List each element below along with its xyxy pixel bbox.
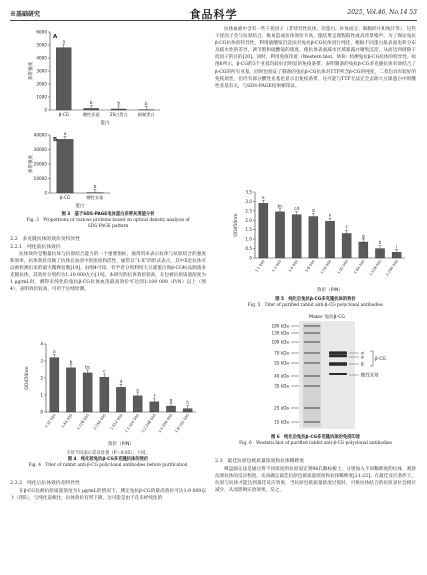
x-tick-label: 1:128 000 [76,413,90,431]
panel-label: A [53,34,58,40]
bar [66,368,75,412]
marker-band [304,325,320,327]
fig4-caption-cn: 图 4 纯化前兔抗β-CG多克隆抗体的效价 [67,457,149,463]
y-tick-label: 2.5 [245,208,252,214]
band-label: α′ [361,351,365,357]
fig4-caption-en: Fig. 4 Titer of rabbit anti-β-CG polyclonal antibodies before purification [28,463,188,469]
x-tick-label: 1:4 000 [287,259,299,273]
marker-band [304,407,320,409]
bracket [370,351,373,366]
y-tick-label: 0 [249,255,252,261]
x-axis-label: 蛋白 [75,204,85,210]
figure-4 [10,338,206,469]
paragraph-checkerboard: 棋盘滴定法是通过将不同浓度的抗原固定到96孔酶标板上，分别加入不同稀释度的抗体，观察抗原抗体的反应程度，从而确定最佳抗原包被质量浓度和抗体稀释度[21-22]。在最佳反应条件下，抗原与抗体才能达到最佳反应效果，当抗原包被质量浓度过低时，可供抗体结合的抗原表位会相应减少，从而影响实验效果，反之， [215,466,416,493]
x-axis-label: 效价（P/N） [107,442,135,447]
marker-label: 180 kDa [271,323,289,329]
value-label: f [153,393,156,399]
x-tick-label: 1:64 000 [60,413,74,429]
value-label: c [103,368,106,374]
x-tick-label: 1:16 000 [319,259,333,275]
section-2-2 [10,236,206,294]
y-tick-label: 4000 [36,55,47,61]
value-label: b [93,184,97,190]
value-label: e [328,212,332,218]
fig4-note: 字母不同表示差异显著（P＜0.05），下同。 [66,451,150,457]
y-tick-label: 30000 [33,147,47,153]
sample-band [329,373,347,375]
value-label: b [69,359,73,365]
value-label: e [136,387,139,393]
value-label: b [89,99,93,105]
y-tick-label: 1.5 [245,227,252,233]
marker-band [304,341,320,343]
y-tick-label: 4 [40,341,43,347]
header-rule [10,20,417,21]
marker-label: 55 kDa [274,360,289,366]
fig6-western-blot [215,312,416,432]
y-tick-label: 2.0 [245,217,252,223]
y-tick-label: 40000 [33,132,47,138]
fig3-caption-en-1: Fig. 3 Proportions of various proteins based on optical density analysis of [26,218,190,224]
page-header [10,6,417,20]
x-tick-label: 1:1 024 000 [124,413,140,434]
value-label: bc [277,203,283,209]
x-tick-label: 1:1 000 [254,259,266,273]
y-tick-label: 0 [40,409,43,415]
figure-6 [215,312,416,447]
y-tick-label: 2000 [36,81,47,87]
y-tick-label: 6000 [36,29,47,35]
section-tag: ※基础研究 [10,11,41,18]
x-tick-label: 1:512 000 [109,413,124,431]
x-tick-label: β-CG [58,112,69,117]
value-label: a [62,39,66,45]
x-tick-label: 1:64 000 [353,259,366,275]
fig5-caption-cn: 图 5 纯化后兔抗β-CG多克隆抗体的效价 [275,297,356,303]
value-label: g [361,233,365,239]
value-label: b [117,100,121,106]
x-tick-label: 酸性亚基 [82,112,100,117]
marker-label: 100 kDa [271,339,289,345]
value-label: h [378,240,382,246]
fig5-caption-en: Fig. 5 Titer of purified rabbit anti-β-CG polyclonal antibodies [247,303,384,309]
journal-title: 食品科学 [189,8,238,21]
value-label: d [311,208,315,214]
fig5-chart [215,186,416,294]
bar [133,396,142,412]
value-label: h [186,400,189,406]
bar [392,252,401,258]
y-tick-label: 3.5 [245,189,252,195]
y-tick-label: 3.0 [245,198,252,204]
value-label: g [169,397,173,403]
figure-3 [10,26,206,230]
marker-lane [303,323,321,427]
band-label: 酸性亚基 [361,373,379,379]
y-tick-label: 2 [40,375,43,381]
bar [183,409,192,412]
x-tick-label: 2S白蛋白 [109,112,128,117]
x-tick-label: β-CG [59,195,71,201]
x-tick-label: 1:2 048 000 [140,413,157,434]
panel-label: B [53,137,58,144]
right-paragraph-1 [215,26,416,90]
heading-2-3: 2.3 最佳抗原包被质量浓度和抗体稀释度 [215,459,305,464]
y-axis-label: 条带强度 [29,154,34,174]
value-label: bc [85,364,91,370]
bar [83,373,92,412]
bar [100,377,109,412]
x-tick-label: 1:32 000 [44,413,57,429]
marker-band [304,375,320,377]
value-label: cd [294,206,300,212]
x-tick-label: 酸性亚基 [86,195,104,201]
bar [309,217,318,258]
band-label: α [361,355,364,361]
heading-2-2: 2.2 多克隆抗体的效价及特异性 [10,237,80,242]
fig3-caption [10,212,206,230]
bar [56,48,71,110]
value-label: d [119,378,123,384]
x-tick-label: 1:256 000 [92,413,107,431]
y-tick-label: 1000 [36,94,47,100]
bar [375,249,384,258]
fig3-chart-a [10,26,206,126]
paragraph-titer-after: 在β-CG包被抗原质量浓度为1 μg/mL的情况下，测定兔抗β-CG的最高效价可达1:9 000以上（图5），与纯化前相比，抗体效价有所下降，这可能是由于在未经纯化的 [10,488,206,501]
y-tick-label: 1 [40,392,43,398]
y-axis-label: 条带强度 [29,61,34,81]
y-tick-label: 3000 [36,68,47,74]
value-label: f [345,224,348,230]
fig6-caption-cn: 图 6 纯化后兔抗β-CG多克隆抗体的免疫印迹 [270,435,361,441]
bar [275,212,284,258]
section-2-2-2 [10,480,206,502]
paragraph-purification: 抗体血液中含有一些干扰因子（非特异性抗体、杂蛋白、补体成分、细胞碎片和残片等），这些干扰因子会与抗原结合，极易造成抗体效价升高，使结果呈现假阳性或高背景噪声。为了保证兔抗β-CG抗体的特异性，利用硫酸铵沉淀法对兔抗β-CG抗体进行纯化，根据不同蛋白质表面电荷分布及疏水性的差异，调节饱和硫酸铵的浓度，使抗体表面减水区域暴露并聚集沉淀，从而达到排除干扰因子的目的[20]。同时，利用免疫印迹（Western blot，WB）检测兔抗β-CG抗体的特异性。如图6所示，β-CG的3个亚基均较好出明显的免疫条带，表明制备的兔抗β-CG多克隆抗体有效结合了β-CG的所有亚基，同时也验证了制备的兔抗β-CG抗体对TTF所含β-CG的纯度，二者均具有较好的免疫原性，但仍有部分酸性亚基也显示出免疫条带，这可能与TTF无法完全去除大豆球蛋白中的酸性亚基有关，与SDS-PAGE结果相印证。 [215,27,416,89]
marker-label: 40 kDa [274,373,289,379]
y-axis-label: OD450nm [234,213,239,237]
x-axis-label: 蛋白 [100,121,110,126]
value-label: b [144,101,148,107]
bar [325,221,334,258]
bar [359,242,368,258]
y-tick-label: 20000 [33,161,47,167]
bar [50,358,59,412]
y-tick-label: 1.0 [245,236,252,242]
x-tick-label: 1:8 000 [304,259,316,273]
fig3-caption-cn: 图 3 基于SDS-PAGE电泳蛋白条带灰度值分析 [61,212,155,218]
x-tick-label: 1:256 000 [385,259,399,277]
bar [292,215,301,258]
y-tick-label: 5000 [36,42,47,48]
value-label: a [53,349,56,355]
marker-band [304,362,320,364]
issue-info: 2025, Vol.46, No.14 53 [347,9,417,16]
value-label: i [396,243,398,249]
x-tick-label: 1:4 096 000 [157,413,174,434]
sample-band [329,362,347,366]
marker-label: 35 kDa [274,383,289,389]
marker-band [304,332,320,334]
bar [259,203,268,258]
marker-band [304,421,320,423]
y-tick-label: 0 [44,107,47,113]
marker-band [304,385,320,387]
y-tick-label: 0.5 [245,246,252,252]
bar [116,387,125,412]
fig3-caption-en-2: SDS-PAGE pattern [87,224,129,230]
marker-label: 130 kDa [271,330,289,336]
section-2-3 [215,458,416,494]
heading-2-2-2: 2.2.2 纯化后抗体效价及特异性 [10,481,80,486]
fig6-caption-en: Fig. 6 Western blot of purified rabbit anti-β-CG polyclonal antibodies [239,441,392,447]
figure-5 [215,186,416,309]
x-tick-label: 1:2 000 [271,259,283,273]
value-label: a [262,194,265,200]
y-tick-label: 0 [44,190,47,196]
x-tick-label: 1:32 000 [336,259,349,275]
band-label: β [361,362,364,368]
y-axis-label: OD450nm [25,366,30,390]
lane-header: Maker 兔抗β-CG [309,315,345,320]
fig3-chart-b [10,129,206,209]
marker-label: 15 kDa [274,419,289,425]
marker-label: 25 kDa [274,405,289,411]
bar [342,233,351,258]
paragraph-titer-before: 抗体效价是衡量抗体与抗原结合能力的一个重要指标，通常用来表示抗体与抗原结合的强度和效率。抗体效价反映了抗体在血清中的浓度和活性，通常以“1:X”的形式表示，其中X是抗体可以被检测出来的最大稀释倍数[19]。由图4可知，有学者分别利用大豆球蛋白和β-CG标品制备多克隆抗体，其效价分别约为1:10 000左右[19]，本研究的抗体效价较高，在包被抗原质量浓度为1 μg/mL时，测得未纯化的兔抗β-CG抗体血清最高效价可达到1:100 000（P/N）以上（图4），表明效价较高，可用于后续检测。 [10,252,206,293]
bar [84,108,99,110]
heading-2-2-1: 2.2.1 纯化前抗体效价 [10,244,61,250]
sample-band [329,355,347,358]
bar [150,402,159,412]
y-tick-label: 10000 [33,176,47,182]
bar [57,139,74,193]
marker-label: 70 kDa [274,350,289,356]
x-axis-label: 效价（P/N） [316,288,344,293]
bar [111,109,126,110]
x-tick-label: 1:8 192 000 [174,413,190,434]
marker-band [304,352,320,354]
fig4-chart [10,338,206,448]
band-group-label: β-CG [375,357,386,362]
y-tick-label: 3 [40,358,43,364]
bar [166,406,175,412]
value-label: a [63,130,67,136]
x-tick-label: 1:128 000 [368,259,383,277]
x-tick-label: 抑制蛋白 [137,112,155,117]
sample-band [329,351,347,354]
